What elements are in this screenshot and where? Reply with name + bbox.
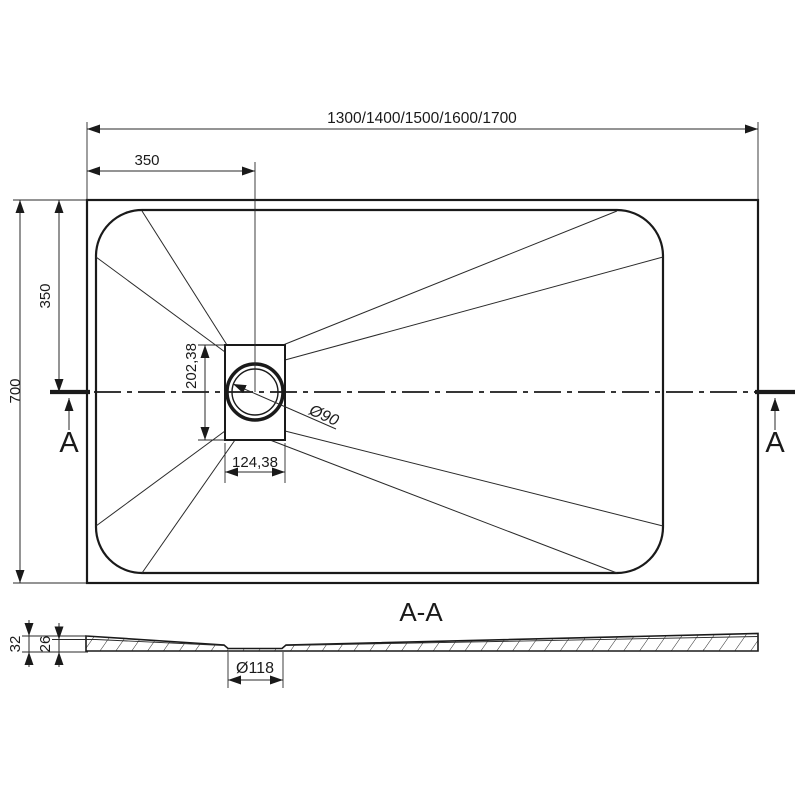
slope-line	[270, 440, 617, 573]
section-title: A-A	[399, 597, 443, 627]
slope-line	[285, 257, 663, 360]
slope-line	[283, 211, 617, 345]
section-label-right: A	[765, 427, 785, 459]
section-label-left: A	[59, 427, 79, 459]
dimension-drain-hole: Ø118	[236, 660, 274, 677]
slope-line	[96, 431, 225, 526]
section-view	[7, 597, 758, 688]
top-view	[50, 200, 795, 583]
dimension-width: 700	[7, 378, 24, 404]
dimension-drain-offset-left: 350	[37, 283, 54, 309]
dimension-height-total: 32	[7, 635, 24, 653]
slope-line	[96, 257, 225, 352]
dimension-drain-recess-width: 124,38	[232, 454, 278, 471]
dimension-length-options: 1300/1400/1500/1600/1700	[327, 110, 517, 127]
dimension-drain-offset-top: 350	[134, 152, 160, 169]
slope-line	[142, 440, 235, 573]
dimension-height-inner: 26	[37, 635, 54, 653]
section-body	[86, 634, 758, 652]
slope-line	[142, 211, 227, 345]
slope-line	[285, 431, 663, 526]
leader-drain-diameter: Ø90	[306, 401, 342, 430]
top-view-dimensions	[7, 110, 758, 583]
dimension-drain-recess-length: 202,38	[183, 343, 200, 389]
